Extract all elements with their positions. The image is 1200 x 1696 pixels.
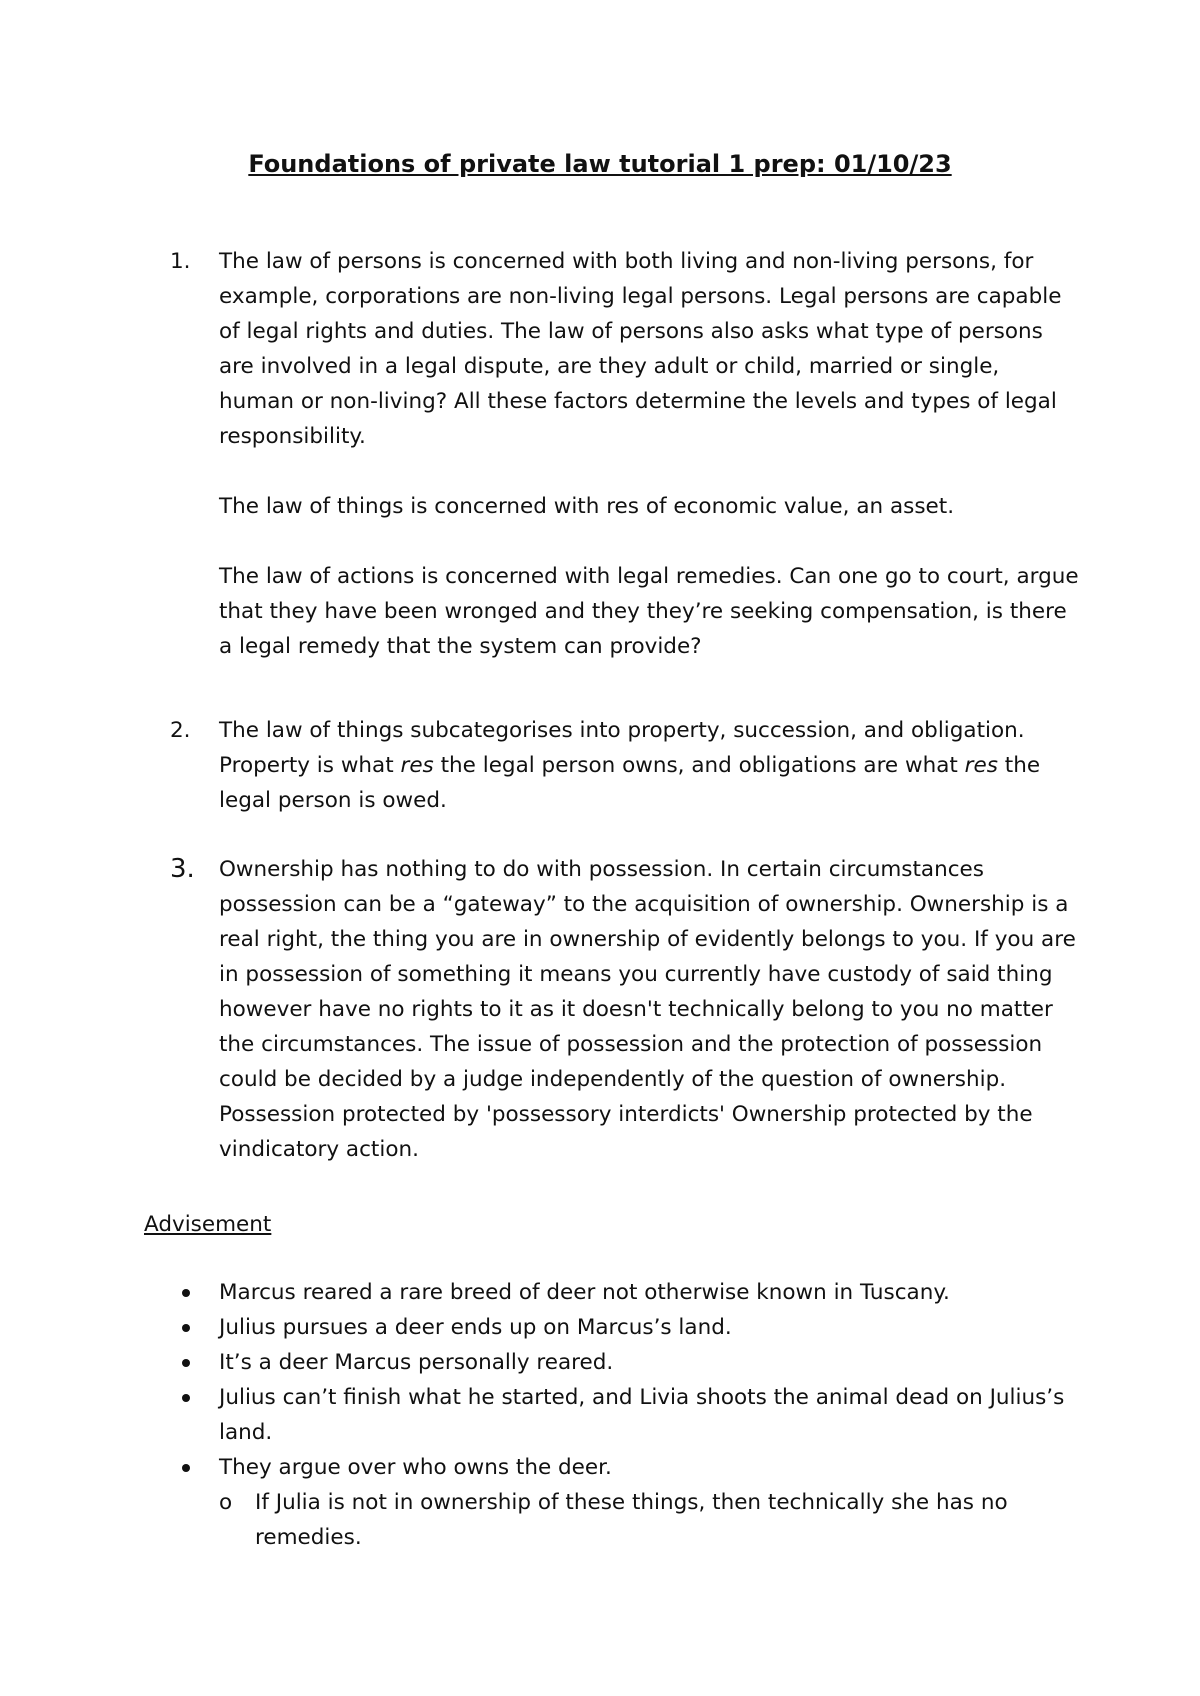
bullet-icon (182, 1359, 190, 1367)
bullet-item: They argue over who owns the deer. (170, 1450, 1080, 1485)
sub-bullet-icon: o (219, 1490, 233, 1515)
bullet-item: It’s a deer Marcus personally reared. (170, 1345, 1080, 1380)
list-item-1 (170, 244, 1080, 664)
item-number: 3. (170, 854, 195, 884)
list-item-3 (170, 852, 1080, 1167)
page-title: Foundations of private law tutorial 1 prep: 01/10/23 (248, 150, 952, 178)
advisement-bullet-list (170, 1275, 1080, 1555)
bullet-item: Marcus reared a rare breed of deer not otherwise known in Tuscany. (170, 1275, 1080, 1310)
sub-bullet-item: o If Julia is not in ownership of these things, then technically she has no remedies. (170, 1485, 1080, 1555)
bullet-icon (182, 1464, 190, 1472)
item-number: 1. (170, 249, 191, 274)
paragraph-law-of-things: The law of things is concerned with res of economic value, an asset. (219, 494, 955, 519)
list-item-2 (170, 713, 1080, 818)
paragraph-law-of-persons: The law of persons is concerned with both living and non-living persons, for example, corporations are non-living legal persons. Legal persons are capable of legal rights and duties. The law of persons also asks what type of persons are involved in a legal dispute, are they adult or child, married or single, human or non-living? All these factors determine the levels and types of legal responsibility. (219, 249, 1062, 449)
paragraph-things-subcategories: The law of things subcategorises into property, succession, and obligation. Property is what res the legal person owns, and obligations are what res the legal person is owed. (219, 718, 1041, 813)
bullet-item: Julius can’t finish what he started, and Livia shoots the animal dead on Julius’s land. (170, 1380, 1080, 1450)
bullet-item: Julius pursues a deer ends up on Marcus’s land. (170, 1310, 1080, 1345)
bullet-icon (182, 1324, 190, 1332)
bullet-icon (182, 1394, 190, 1402)
paragraph-law-of-actions: The law of actions is concerned with legal remedies. Can one go to court, argue that they have been wronged and they they’re seeking compensation, is there a legal remedy that the system can provide? (219, 564, 1079, 659)
advisement-heading: Advisement (144, 1212, 272, 1237)
bullet-icon (182, 1289, 190, 1297)
item-number: 2. (170, 718, 191, 743)
paragraph-ownership-possession: Ownership has nothing to do with possession. In certain circumstances possession can be a “gateway” to the acquisition of ownership. Ownership is a real right, the thing you are in ownership of evidently belongs to you. If you are in possession of something it means you currently have custody of said thing however have no rights to it as it doesn't technically belong to you no matter the circumstances. The issue of possession and the protection of possession could be decided by a judge independently of the question of ownership. Possession protected by 'possessory interdicts' Ownership protected by the vindicatory action. (219, 857, 1076, 1162)
